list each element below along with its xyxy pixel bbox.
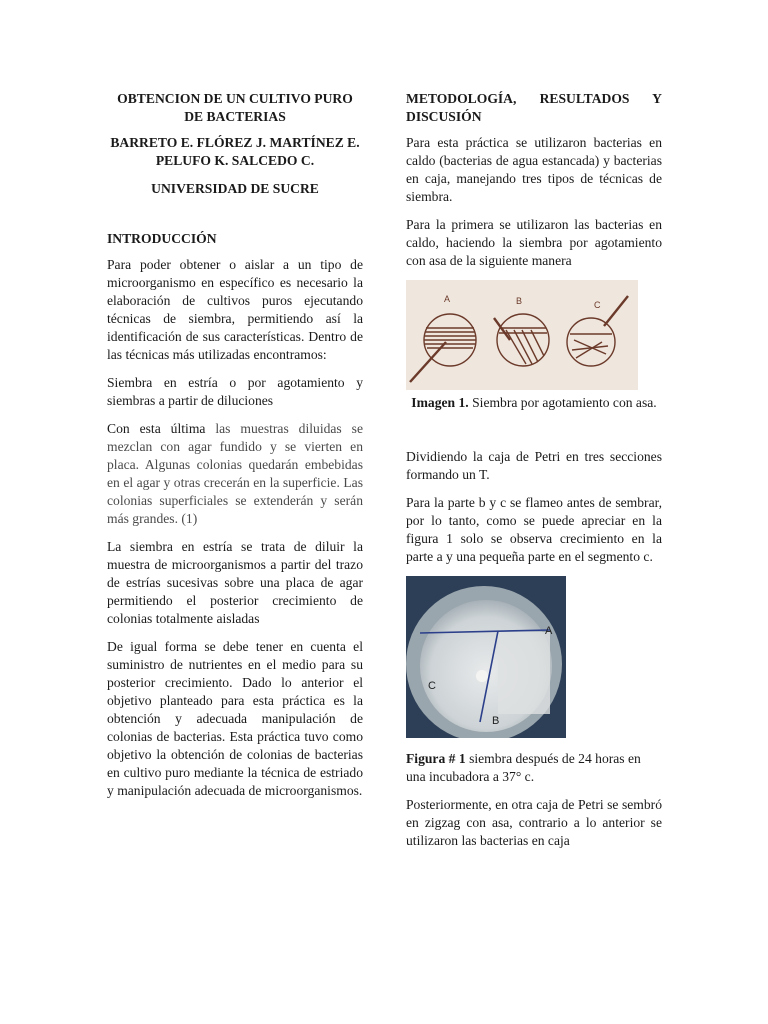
figure-label-b: B: [516, 296, 523, 306]
caption-rest: Siembra por agotamiento con asa.: [468, 395, 657, 410]
intro-paragraph-5: De igual forma se debe tener en cuenta el suministro de nutrientes en el medio para su posterior crecimiento. Dado lo anterior el objetivo planteado para esta práctica es la obtención y adecuada manipulación de colonias de bacterias. Esta práctica tuvo como objetivo la obtención de colonias de bacterias en cultivo puro mediante la técnica de estriado y manipulación adecuada de microorganismos.: [107, 639, 363, 798]
methods-paragraph-1: Para esta práctica se utilizaron bacterias en caldo (bacterias de agua estancada) y bacterias en caja, manejando tres tipos de técnicas de siembra.: [406, 135, 662, 204]
methods-paragraph-2: Para la primera se utilizaron las bacterias en caldo, haciendo la siembra por agotamiento con asa de la siguiente manera: [406, 217, 662, 268]
caption-lead: Imagen 1.: [411, 395, 469, 410]
methods-paragraph-5: Posteriormente, en otra caja de Petri se sembró en zigzag con asa, contrario a lo anterior se utilizaron las bacterias en caja: [406, 797, 662, 848]
figure-label-c: C: [594, 300, 601, 310]
image-1-caption: [406, 394, 662, 412]
streak-diagram-figure: [406, 280, 638, 390]
left-column: [107, 90, 363, 810]
right-column: [406, 90, 662, 860]
photo-label-b: B: [492, 715, 500, 727]
figure-1-caption: [406, 750, 662, 786]
intro-paragraph-1: Para poder obtener o aislar a un tipo de microorganismo en específico es necesario la elaboración de cultivos puros ejecutando técnicas de siembra, permitiendo así la identificación de sus características. Dentro de las técnicas más utilizadas encontramos:: [107, 257, 363, 362]
paragraph-lead: Con esta última: [107, 421, 206, 436]
intro-paragraph-2: Siembra en estría o por agotamiento y siembras a partir de diluciones: [107, 375, 363, 408]
intro-paragraph-3: [107, 420, 363, 528]
methods-heading: METODOLOGÍA, RESULTADOS Y DISCUSIÓN: [406, 91, 662, 124]
caption-lead: Figura # 1: [406, 751, 466, 766]
petri-dish-photo: [406, 576, 566, 738]
affiliation: UNIVERSIDAD DE SUCRE: [151, 181, 319, 196]
photo-label-c: C: [428, 680, 436, 692]
methods-paragraph-3: Dividiendo la caja de Petri en tres secciones formando un T.: [406, 449, 662, 482]
caption-rest: siembra después de 24 horas en una incubadora a 37° c.: [406, 751, 641, 784]
intro-paragraph-4: La siembra en estría se trata de diluir la muestra de microorganismos a partir del trazo de estrías sucesivas sobre una placa de agar permitiendo el posterior crecimiento de colonias totalmente aisladas: [107, 539, 363, 626]
author-list: BARRETO E. FLÓREZ J. MARTÍNEZ E. PELUFO K. SALCEDO C.: [110, 135, 360, 168]
paragraph-rest: las muestras diluidas se mezclan con agar fundido y se vierten en placa. Algunas colonias quedarán embebidas en el agar y otras crecerán en la superficie. Las colonias superficiales se extenderán y serán más grandes. (1): [107, 421, 363, 526]
figure-label-a: A: [444, 294, 451, 304]
photo-label-a: A: [545, 625, 553, 637]
intro-heading: INTRODUCCIÓN: [107, 231, 217, 246]
methods-paragraph-4: Para la parte b y c se flameo antes de sembrar, por lo tanto, como se puede apreciar en la figura 1 solo se observa crecimiento en la parte a y una pequeña parte en el segmento c.: [406, 495, 662, 564]
paper-title: OBTENCION DE UN CULTIVO PURO DE BACTERIAS: [117, 91, 353, 124]
